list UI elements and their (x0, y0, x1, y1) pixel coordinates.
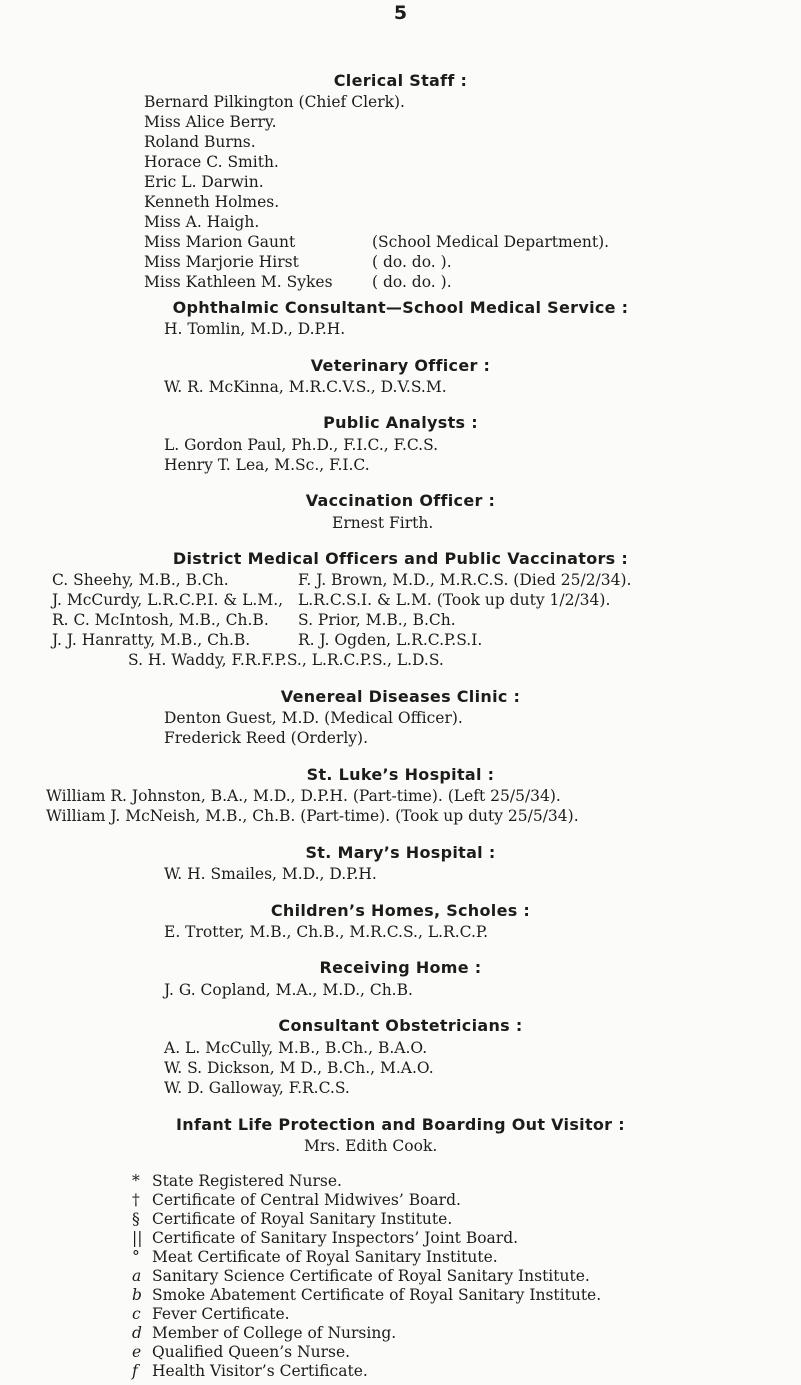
school-medical-staff-name: Miss Kathleen M. Sykes (144, 273, 333, 291)
district-row-left: C. Sheehy, M.B., B.Ch. (52, 571, 229, 589)
footnote-symbol: b (132, 1286, 142, 1304)
footnote-symbol: e (132, 1343, 142, 1361)
obstetricians-line: W. S. Dickson, M D., B.Ch., M.A.O. (164, 1059, 434, 1077)
st-marys-line: W. H. Smailes, M.D., D.P.H. (164, 865, 377, 883)
footnote-text: Member of College of Nursing. (152, 1324, 397, 1342)
st-marys-heading: St. Mary’s Hospital : (305, 843, 496, 862)
st-lukes-heading: St. Luke’s Hospital : (306, 765, 495, 784)
school-medical-dept: ( do. do. ). (372, 273, 452, 291)
veterinary-line: W. R. McKinna, M.R.C.V.S., D.V.S.M. (164, 378, 447, 396)
footnote-text: Health Visitor’s Certificate. (152, 1362, 368, 1380)
district-last-line: S. H. Waddy, F.R.F.P.S., L.R.C.P.S., L.D.S. (128, 651, 444, 669)
obstetricians-line: W. D. Galloway, F.R.C.S. (164, 1079, 350, 1097)
analysts-line: Henry T. Lea, M.Sc., F.I.C. (164, 456, 370, 474)
footnote (132, 1343, 350, 1362)
clerical-staff-line: Bernard Pilkington (Chief Clerk). (144, 93, 405, 111)
footnote (132, 1362, 368, 1381)
receiving-line: J. G. Copland, M.A., M.D., Ch.B. (164, 981, 413, 999)
infant-line: Mrs. Edith Cook. (304, 1137, 438, 1155)
school-medical-dept: (School Medical Department). (372, 233, 610, 251)
clerical-staff-line: Miss Alice Berry. (144, 113, 277, 131)
footnote-symbol: a (132, 1267, 142, 1285)
analysts-heading: Public Analysts : (323, 413, 478, 432)
footnote-symbol: † (132, 1191, 140, 1209)
district-row-right: S. Prior, M.B., B.Ch. (298, 611, 456, 629)
school-medical-staff-name: Miss Marjorie Hirst (144, 253, 299, 271)
infant-heading: Infant Life Protection and Boarding Out Visitor : (176, 1115, 625, 1134)
clerical-staff-line: Kenneth Holmes. (144, 193, 280, 211)
footnote (132, 1191, 461, 1210)
district-row-right: F. J. Brown, M.D., M.R.C.S. (Died 25/2/34). (298, 571, 632, 589)
footnote-text: Fever Certificate. (152, 1305, 290, 1323)
footnote-text: Smoke Abatement Certificate of Royal Sanitary Institute. (152, 1286, 602, 1304)
footnote-text: Qualified Queen’s Nurse. (152, 1343, 351, 1361)
venereal-line: Frederick Reed (Orderly). (164, 729, 369, 747)
footnote-symbol: c (132, 1305, 141, 1323)
clerical-staff-line: Eric L. Darwin. (144, 173, 264, 191)
footnote-text: Certificate of Central Midwives’ Board. (152, 1191, 461, 1209)
footnote (132, 1248, 498, 1267)
footnote (132, 1286, 601, 1305)
footnote (132, 1267, 590, 1286)
vaccination-heading: Vaccination Officer : (305, 491, 496, 510)
school-medical-staff-name: Miss Marion Gaunt (144, 233, 296, 251)
clerical-heading: Clerical Staff : (333, 71, 468, 90)
footnote-symbol: d (132, 1324, 142, 1342)
obstetricians-heading: Consultant Obstetricians : (278, 1016, 523, 1035)
district-row-left: R. C. McIntosh, M.B., Ch.B. (52, 611, 269, 629)
footnote (132, 1305, 290, 1324)
clerical-staff-line: Roland Burns. (144, 133, 256, 151)
clerical-staff-line: Horace C. Smith. (144, 153, 279, 171)
st-lukes-line: William R. Johnston, B.A., M.D., D.P.H. (Part-time). (Left 25/5/34). (46, 787, 561, 805)
footnote-symbol: § (132, 1210, 140, 1228)
clerical-staff-line: Miss A. Haigh. (144, 213, 260, 231)
childrens-heading: Children’s Homes, Scholes : (270, 901, 531, 920)
veterinary-heading: Veterinary Officer : (310, 356, 491, 375)
childrens-line: E. Trotter, M.B., Ch.B., M.R.C.S., L.R.C.P. (164, 923, 489, 941)
district-row-right: L.R.C.S.I. & L.M. (Took up duty 1/2/34). (298, 591, 611, 609)
footnote-symbol: ° (132, 1248, 140, 1266)
footnote (132, 1229, 518, 1248)
footnote-symbol: || (132, 1229, 143, 1247)
vaccination-line: Ernest Firth. (332, 514, 434, 532)
page-number: 5 (393, 2, 408, 24)
ophthalmic-heading: Ophthalmic Consultant—School Medical Service : (172, 298, 629, 317)
footnote-text: Sanitary Science Certificate of Royal Sanitary Institute. (152, 1267, 590, 1285)
school-medical-dept: ( do. do. ). (372, 253, 452, 271)
venereal-heading: Venereal Diseases Clinic : (280, 687, 521, 706)
footnote (132, 1172, 342, 1191)
footnote-symbol: f (132, 1362, 138, 1380)
footnote-text: State Registered Nurse. (152, 1172, 342, 1190)
footnote-text: Meat Certificate of Royal Sanitary Institute. (152, 1248, 498, 1266)
receiving-heading: Receiving Home : (319, 958, 482, 977)
district-row-left: J. McCurdy, L.R.C.P.I. & L.M., (52, 591, 284, 609)
footnote-text: Certificate of Sanitary Inspectors’ Joint Board. (152, 1229, 519, 1247)
district-heading: District Medical Officers and Public Vaccinators : (172, 549, 629, 568)
district-row-right: R. J. Ogden, L.R.C.P.S.I. (298, 631, 483, 649)
footnote (132, 1324, 396, 1343)
st-lukes-line: William J. McNeish, M.B., Ch.B. (Part-time). (Took up duty 25/5/34). (46, 807, 579, 825)
district-row-left: J. J. Hanratty, M.B., Ch.B. (52, 631, 251, 649)
venereal-line: Denton Guest, M.D. (Medical Officer). (164, 709, 463, 727)
footnote (132, 1210, 452, 1229)
obstetricians-line: A. L. McCully, M.B., B.Ch., B.A.O. (164, 1039, 428, 1057)
footnote-symbol: * (132, 1172, 140, 1190)
footnote-text: Certificate of Royal Sanitary Institute. (152, 1210, 453, 1228)
analysts-line: L. Gordon Paul, Ph.D., F.I.C., F.C.S. (164, 436, 439, 454)
ophthalmic-line: H. Tomlin, M.D., D.P.H. (164, 320, 346, 338)
